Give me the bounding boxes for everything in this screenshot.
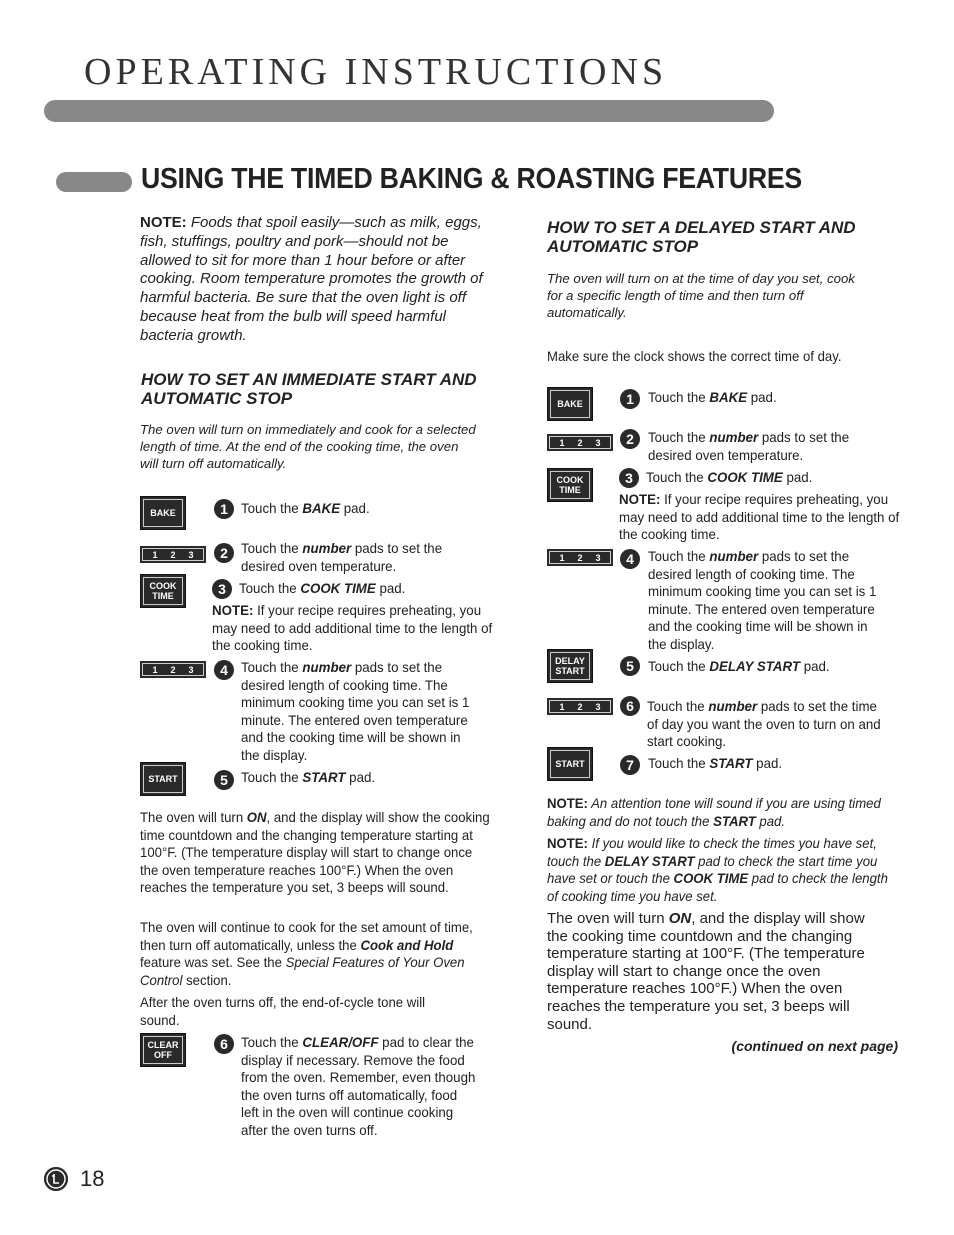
para-key: ON	[668, 910, 692, 927]
step-key: number	[709, 548, 759, 564]
num-key-2: 2	[577, 552, 583, 563]
cook-time-pad-label: COOK TIME	[149, 581, 177, 601]
note-text: If your recipe requires preheating, you may need to add additional time to the length of the cooking time.	[212, 602, 493, 653]
para-text: The oven will continue to cook for the set amount of time, then turn off automatically, unless the	[140, 919, 473, 953]
step-key: COOK TIME	[300, 580, 376, 596]
num-key-1: 1	[152, 549, 158, 560]
num-key-3: 3	[188, 664, 194, 675]
num-key-2: 2	[170, 664, 176, 675]
num-key-2: 2	[577, 701, 583, 712]
left-step-1	[241, 500, 479, 518]
step-text: Touch the	[241, 769, 303, 785]
start-pad	[140, 762, 186, 796]
note-text: pad.	[755, 812, 786, 829]
right-clock-note: Make sure the clock shows the correct time of day.	[547, 348, 842, 364]
clear-off-pad-label: CLEAR OFF	[147, 1040, 179, 1060]
left-para-3	[140, 994, 441, 1029]
note-label: NOTE:	[140, 214, 187, 231]
step-number-badge: 7	[620, 755, 640, 775]
note-label: NOTE:	[619, 491, 661, 507]
note-text: An attention tone will sound if you are using timed baking and do not touch the	[547, 795, 881, 829]
bake-pad	[547, 387, 593, 421]
step-text: pad.	[752, 755, 783, 771]
step-text: pad.	[782, 469, 813, 485]
step-text: pads to set the time of day you want the oven to turn on and start cooking.	[647, 698, 881, 749]
step-key: DELAY START	[709, 658, 801, 674]
step-number-badge: 5	[620, 656, 640, 676]
right-step-6	[647, 698, 889, 751]
note-text: Foods that spoil easily—such as milk, eggs, fish, stuffings, poultry and pork—should not be allowed to sit for more than 1 hour before or after cooking. Room temperature promotes the growth of harmful bacteria. Be sure that the oven light is off because heat from the bulb will speed harmful bacteria growth.	[140, 214, 483, 344]
step-text: Touch the	[648, 429, 710, 445]
left-step-3-note	[212, 602, 495, 655]
note-text: If your recipe requires preheating, you may need to add additional time to the length of the cooking time.	[619, 491, 900, 542]
cook-time-pad-label: COOK TIME	[556, 475, 584, 495]
step-text: pads to set the desired length of cooking time. The minimum cooking time you can set is 1 minute. The entered oven temperature and the cooking time will be shown in the display.	[241, 659, 470, 763]
left-note	[140, 214, 496, 346]
step-key: CLEAR/OFF	[302, 1034, 379, 1050]
right-step-4	[648, 548, 881, 653]
page-number: 18	[80, 1166, 105, 1191]
bake-pad	[140, 496, 186, 530]
bake-pad-label: BAKE	[557, 399, 583, 409]
num-key-3: 3	[595, 701, 601, 712]
left-para-1	[140, 809, 490, 897]
left-step-3	[239, 580, 477, 598]
step-text: Touch the	[648, 389, 710, 405]
right-step-3-note	[619, 491, 900, 544]
step-number-badge: 5	[214, 770, 234, 790]
note-text: If you would like to check the times you have set, touch the	[547, 835, 877, 869]
para-text: , and the display will show the cooking time countdown and the changing temperature starting at 100°F. (The temperature display will start to change once the oven temperature reaches 100°F.) When the oven reaches the temperature you set, 3 beeps will sound.	[547, 910, 865, 1033]
step-text: pad.	[340, 500, 370, 516]
start-pad	[547, 747, 593, 781]
right-step-7	[648, 755, 886, 773]
step-number-badge: 4	[620, 549, 640, 569]
para-text: The oven will turn	[140, 809, 247, 825]
note-label: NOTE:	[547, 795, 588, 811]
left-step-6	[241, 1034, 479, 1139]
step-key: BAKE	[302, 500, 341, 516]
num-key-2: 2	[170, 549, 176, 560]
para-ref: Special Features of Your Oven Control	[140, 954, 465, 988]
left-step-4	[241, 659, 474, 764]
note-key: COOK TIME	[673, 870, 749, 886]
right-note-1	[547, 795, 895, 830]
step-text: Touch the	[241, 540, 303, 556]
delay-start-pad	[547, 649, 593, 683]
step-key: number	[302, 659, 352, 675]
step-text: pads to set the desired oven temperature.	[648, 429, 850, 463]
header-bar	[44, 100, 774, 122]
left-para-2	[140, 919, 490, 989]
note-text: pad to check the length of cooking time you have set.	[547, 870, 888, 904]
number-pads	[547, 698, 613, 715]
num-key-3: 3	[188, 549, 194, 560]
step-text: Touch the	[239, 580, 301, 596]
step-key: number	[709, 429, 759, 445]
step-text: Touch the	[648, 658, 710, 674]
step-text: pad.	[375, 580, 406, 596]
number-pads	[547, 549, 613, 566]
para-text: The oven will turn	[547, 910, 669, 927]
step-text: pad.	[800, 658, 830, 674]
step-text: Touch the	[241, 659, 303, 675]
step-text: Touch the	[241, 500, 303, 516]
step-key: COOK TIME	[707, 469, 783, 485]
left-step-2	[241, 540, 474, 575]
num-key-3: 3	[595, 552, 601, 563]
step-number-badge: 3	[619, 468, 639, 488]
step-text: Touch the	[647, 698, 709, 714]
clear-off-pad	[140, 1033, 186, 1067]
note-key: START	[713, 812, 756, 829]
section-pill	[56, 172, 132, 192]
step-number-badge: 2	[214, 543, 234, 563]
para-text: section.	[182, 971, 232, 988]
para-key: ON	[246, 809, 267, 825]
step-number-badge: 1	[620, 389, 640, 409]
para-key: Cook and Hold	[360, 936, 454, 953]
para-text: feature was set. See the	[140, 954, 286, 970]
step-text: pad.	[345, 769, 376, 785]
right-note-2	[547, 835, 895, 905]
number-pads	[140, 546, 206, 563]
right-step-3	[646, 469, 884, 487]
step-text: pads to set the desired oven temperature.	[241, 540, 443, 574]
para-text: , and the display will show the cooking time countdown and the changing temperature starting at 100°F. (The temperature display will start to change once the oven temperature reaches 100°F.) When the oven reaches the temperature you set, 3 beeps will sound.	[140, 809, 490, 895]
right-subhead: HOW TO SET A DELAYED START AND AUTOMATIC STOP	[547, 218, 856, 256]
right-step-2	[648, 429, 881, 464]
step-number-badge: 2	[620, 429, 640, 449]
step-number-badge: 1	[214, 499, 234, 519]
section-title: USING THE TIMED BAKING & ROASTING FEATURES	[141, 163, 802, 195]
num-key-1: 1	[152, 664, 158, 675]
number-pads	[140, 661, 206, 678]
note-label: NOTE:	[547, 835, 588, 851]
left-intro: The oven will turn on immediately and cook for a selected length of time. At the end of the cooking time, the oven will turn off automatically.	[140, 422, 476, 471]
step-key: number	[302, 540, 352, 556]
step-number-badge: 4	[214, 660, 234, 680]
right-intro: The oven will turn on at the time of day you set, cook for a specific length of time and then turn off automatically.	[547, 271, 855, 320]
right-step-5	[648, 658, 886, 676]
right-para	[547, 910, 865, 1033]
left-step-5	[241, 769, 479, 787]
left-subhead: HOW TO SET AN IMMEDIATE START AND AUTOMATIC STOP	[141, 370, 477, 408]
lg-logo-icon	[44, 1167, 68, 1191]
step-number-badge: 3	[212, 579, 232, 599]
num-key-3: 3	[595, 437, 601, 448]
step-text: Touch the	[648, 755, 710, 771]
step-key: BAKE	[709, 389, 748, 405]
note-label: NOTE:	[212, 602, 254, 618]
page-header-title: OPERATING INSTRUCTIONS	[84, 51, 668, 93]
step-text: Touch the	[241, 1034, 303, 1050]
step-key: number	[708, 698, 758, 714]
step-text: Touch the	[648, 548, 710, 564]
num-key-1: 1	[559, 701, 565, 712]
step-number-badge: 6	[620, 696, 640, 716]
note-text: pad to check the start time you have set or touch the	[547, 852, 878, 886]
step-text: Touch the	[646, 469, 708, 485]
cook-time-pad	[140, 574, 186, 608]
continued-note: (continued on next page)	[731, 1038, 898, 1054]
step-text: pad.	[747, 389, 777, 405]
right-step-1	[648, 389, 886, 407]
step-number-badge: 6	[214, 1034, 234, 1054]
num-key-1: 1	[559, 552, 565, 563]
step-key: START	[709, 755, 753, 771]
start-pad-label: START	[555, 759, 585, 769]
step-key: START	[302, 769, 346, 785]
number-pads	[547, 434, 613, 451]
num-key-1: 1	[559, 437, 565, 448]
delay-start-pad-label: DELAY START	[555, 656, 585, 676]
step-text: pad to clear the display if necessary. Remove the food from the oven. Remember, even though the oven turns off automatically, food left in the oven will continue cooking after the oven turns off.	[241, 1034, 476, 1138]
start-pad-label: START	[148, 774, 178, 784]
cook-time-pad	[547, 468, 593, 502]
step-text: pads to set the desired length of cooking time. The minimum cooking time you can set is 1 minute. The entered oven temperature and the cooking time will be shown in the display.	[648, 548, 877, 652]
bake-pad-label: BAKE	[150, 508, 176, 518]
para-text: After the oven turns off, the end-of-cycle tone will sound.	[140, 994, 426, 1028]
note-key: DELAY START	[604, 852, 695, 869]
num-key-2: 2	[577, 437, 583, 448]
